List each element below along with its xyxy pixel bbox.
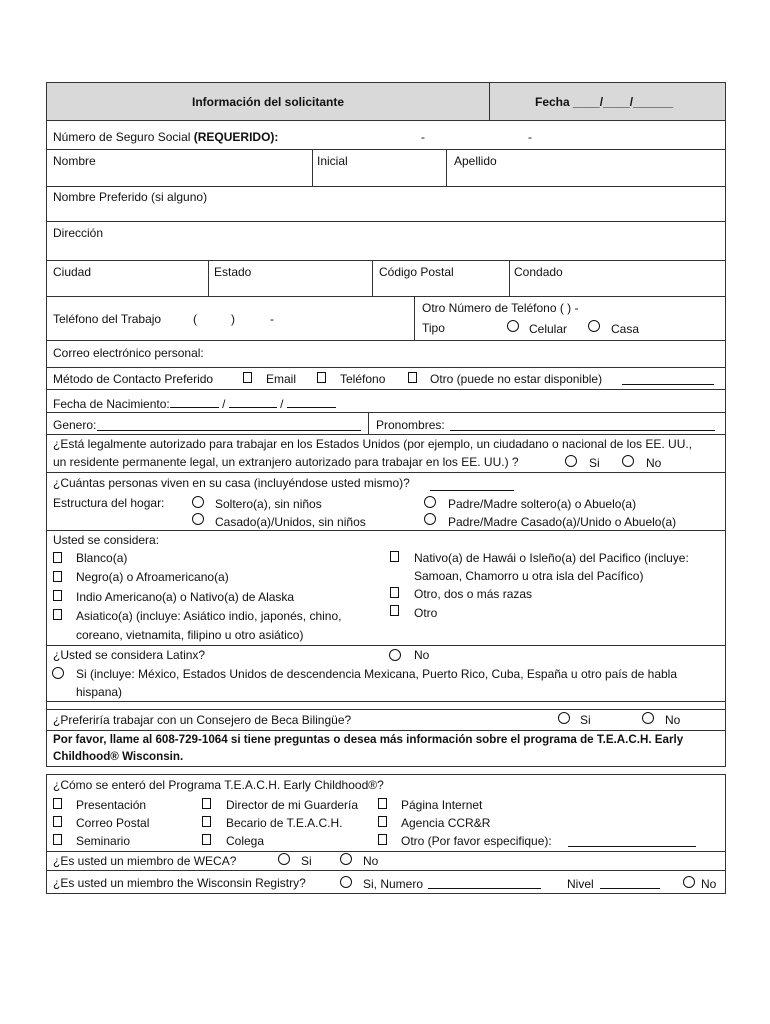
contact-other-line[interactable] xyxy=(622,384,714,385)
preferred-name-field[interactable]: Nombre Preferido (si alguno) xyxy=(53,190,208,204)
county-field[interactable]: Condado xyxy=(514,265,563,279)
work-auth-question-1: ¿Está legalmente autorizado para trabajar en los Estados Unidos (por ejemplo, un ciudadano o nacional de los EE. UU., xyxy=(53,437,693,451)
latinx-yes-radio[interactable] xyxy=(52,667,64,679)
registry-number-line[interactable] xyxy=(428,888,541,889)
race-label: Usted se considera: xyxy=(53,533,160,547)
referral-colleague-label: Colega xyxy=(226,834,265,848)
dob-sep-1: / xyxy=(222,397,226,411)
bilingual-no-radio[interactable] xyxy=(642,712,654,724)
work-auth-yes-label: Si xyxy=(589,456,600,470)
referral-seminar-label: Seminario xyxy=(76,834,131,848)
ssn-label: Número de Seguro Social xyxy=(53,130,191,144)
pronouns-line[interactable] xyxy=(450,430,715,431)
referral-website-label: Página Internet xyxy=(401,798,483,812)
race-asian-label-2: coreano, vietnamita, filipino u otro asiático) xyxy=(76,628,304,642)
race-multi-checkbox[interactable] xyxy=(390,587,399,598)
contact-other-checkbox[interactable] xyxy=(408,372,417,383)
home-label: Casa xyxy=(611,322,640,336)
pronouns-label: Pronombres: xyxy=(376,418,445,432)
call-note-line-1: Por favor, llame al 608-729-1064 si tiene preguntas o desea más información sobre el programa de T.E.A.C.H. Early xyxy=(53,733,684,746)
contact-email-checkbox[interactable] xyxy=(243,372,252,383)
referral-director-label: Director de mi Guardería xyxy=(226,798,359,812)
household-single-no-kids-radio[interactable] xyxy=(192,496,204,508)
referral-ccrr-checkbox[interactable] xyxy=(378,816,387,827)
race-asian-checkbox[interactable] xyxy=(53,609,62,620)
registry-yes-radio[interactable] xyxy=(340,876,352,888)
household-structure-label: Estructura del hogar: xyxy=(53,496,165,510)
work-auth-no-label: No xyxy=(646,456,662,470)
registry-yes-label: Si, Numero xyxy=(363,877,424,891)
referral-other-checkbox[interactable] xyxy=(378,834,387,845)
race-white-checkbox[interactable] xyxy=(53,552,62,563)
bilingual-yes-label: Si xyxy=(580,713,591,727)
contact-other-label: Otro (puede no estar disponible) xyxy=(430,372,603,386)
weca-yes-label: Si xyxy=(301,854,312,868)
work-phone-paren-open: ( xyxy=(193,312,197,326)
household-single-parent-radio[interactable] xyxy=(424,496,436,508)
weca-no-label: No xyxy=(363,854,379,868)
referral-mail-label: Correo Postal xyxy=(76,816,150,830)
ssn-dash-2: - xyxy=(528,130,532,144)
weca-no-radio[interactable] xyxy=(340,853,352,865)
gender-label: Genero: xyxy=(53,418,97,432)
referral-other-line[interactable] xyxy=(568,846,696,847)
registry-no-label: No xyxy=(701,877,717,891)
latinx-question: ¿Usted se considera Latinx? xyxy=(53,648,206,662)
gender-line[interactable] xyxy=(97,430,361,431)
race-hawaiian-label-2: Samoan, Chamorro u otra isla del Pacífico) xyxy=(414,569,644,583)
race-hawaiian-checkbox[interactable] xyxy=(390,551,399,562)
dob-label: Fecha de Nacimiento: xyxy=(53,397,170,411)
address-field[interactable]: Dirección xyxy=(53,226,104,240)
dob-month-line[interactable] xyxy=(170,396,219,408)
weca-yes-radio[interactable] xyxy=(278,853,290,865)
bilingual-yes-radio[interactable] xyxy=(558,712,570,724)
zip-field[interactable]: Código Postal xyxy=(379,265,454,279)
call-note-line-2: Childhood® Wisconsin. xyxy=(53,750,184,763)
registry-no-radio[interactable] xyxy=(683,876,695,888)
ssn-dash-1: - xyxy=(421,130,425,144)
registry-level-line[interactable] xyxy=(600,888,660,889)
registry-question: ¿Es usted un miembro the Wisconsin Registry? xyxy=(53,876,306,890)
race-other-checkbox[interactable] xyxy=(390,605,399,616)
form-title: Información del solicitante xyxy=(192,95,345,109)
bilingual-no-label: No xyxy=(665,713,681,727)
household-single-parent-label: Padre/Madre soltero(a) o Abuelo(a) xyxy=(448,497,637,511)
dob-day-line[interactable] xyxy=(229,396,277,408)
dob-field[interactable] xyxy=(53,396,336,411)
registry-level-label: Nivel xyxy=(567,877,594,891)
email-field[interactable]: Correo electrónico personal: xyxy=(53,346,204,360)
date-field[interactable]: Fecha ____/____/______ xyxy=(535,95,674,109)
referral-seminar-checkbox[interactable] xyxy=(53,834,62,845)
contact-phone-checkbox[interactable] xyxy=(317,372,326,383)
household-single-no-kids-label: Soltero(a), sin niños xyxy=(215,497,322,511)
work-auth-question-2: un residente permanente legal, un extranjero autorizado para trabajar en los EE. UU.) ? xyxy=(53,455,519,469)
home-radio[interactable] xyxy=(588,320,600,332)
referral-presentation-checkbox[interactable] xyxy=(53,798,62,809)
work-auth-no-radio[interactable] xyxy=(622,455,634,467)
household-question: ¿Cuántas personas viven en su casa (incluyéndose usted mismo)? xyxy=(53,476,410,490)
other-phone-field[interactable]: Otro Número de Teléfono ( ) - xyxy=(422,301,579,315)
last-name-field[interactable]: Apellido xyxy=(454,154,497,168)
household-married-parent-radio[interactable] xyxy=(424,513,436,525)
referral-other-label: Otro (Por favor especifique): xyxy=(401,834,552,848)
household-count-line[interactable] xyxy=(430,490,514,491)
referral-presentation-label: Presentación xyxy=(76,798,147,812)
weca-question: ¿Es usted un miembro de WECA? xyxy=(53,854,237,868)
referral-scholar-checkbox[interactable] xyxy=(202,816,211,827)
work-auth-yes-radio[interactable] xyxy=(565,455,577,467)
latinx-no-label: No xyxy=(414,648,430,662)
first-name-field[interactable]: Nombre xyxy=(53,154,96,168)
race-native-american-label: Indio Americano(a) o Nativo(a) de Alaska xyxy=(76,590,295,604)
latinx-no-radio[interactable] xyxy=(389,649,401,661)
dob-year-line[interactable] xyxy=(287,396,336,408)
ssn-required: (REQUERIDO): xyxy=(193,130,279,144)
referral-colleague-checkbox[interactable] xyxy=(202,834,211,845)
contact-phone-label: Teléfono xyxy=(340,372,386,386)
cell-label: Celular xyxy=(529,322,568,336)
initial-field[interactable]: Inicial xyxy=(317,154,348,168)
household-married-no-kids-label: Casado(a)/Unidos, sin niños xyxy=(215,515,366,529)
phone-type-label: Tipo xyxy=(422,321,445,335)
dob-sep-2: / xyxy=(280,397,284,411)
referral-mail-checkbox[interactable] xyxy=(53,816,62,827)
work-phone-label: Teléfono del Trabajo xyxy=(53,312,162,326)
referral-website-checkbox[interactable] xyxy=(378,798,387,809)
contact-email-label: Email xyxy=(266,372,297,386)
referral-director-checkbox[interactable] xyxy=(202,798,211,809)
household-married-no-kids-radio[interactable] xyxy=(192,513,204,525)
race-black-checkbox[interactable] xyxy=(53,571,62,582)
referral-question: ¿Cómo se enteró del Programa T.E.A.C.H. Early Childhood®? xyxy=(53,778,384,792)
race-native-american-checkbox[interactable] xyxy=(53,590,62,601)
contact-method-label: Método de Contacto Preferido xyxy=(53,372,214,386)
city-field[interactable]: Ciudad xyxy=(53,265,92,279)
latinx-yes-label-2: hispana) xyxy=(76,685,123,699)
race-hawaiian-label-1: Nativo(a) de Hawái o Isleño(a) del Pacifico (incluye: xyxy=(414,551,689,565)
race-white-label: Blanco(a) xyxy=(76,551,128,565)
latinx-yes-label-1: Si (incluye: México, Estados Unidos de descendencia Mexicana, Puerto Rico, Cuba, España u otro país de habla xyxy=(76,667,678,681)
race-multi-label: Otro, dos o más razas xyxy=(414,587,533,601)
bilingual-question: ¿Preferiría trabajar con un Consejero de Beca Bilingüe? xyxy=(53,713,352,727)
race-other-label: Otro xyxy=(414,606,438,620)
referral-scholar-label: Becario de T.E.A.C.H. xyxy=(226,816,343,830)
race-asian-label-1: Asiatico(a) (incluye: Asiático indio, japonés, chino, xyxy=(76,609,342,623)
household-married-parent-label: Padre/Madre Casado(a)/Unido o Abuelo(a) xyxy=(448,515,677,529)
race-black-label: Negro(a) o Afroamericano(a) xyxy=(76,570,229,584)
referral-ccrr-label: Agencia CCR&R xyxy=(401,816,491,830)
cell-radio[interactable] xyxy=(507,320,519,332)
work-phone-dash: - xyxy=(270,312,274,326)
work-phone-paren-close: ) xyxy=(231,312,235,326)
state-field[interactable]: Estado xyxy=(214,265,252,279)
ssn-field[interactable] xyxy=(53,130,278,144)
